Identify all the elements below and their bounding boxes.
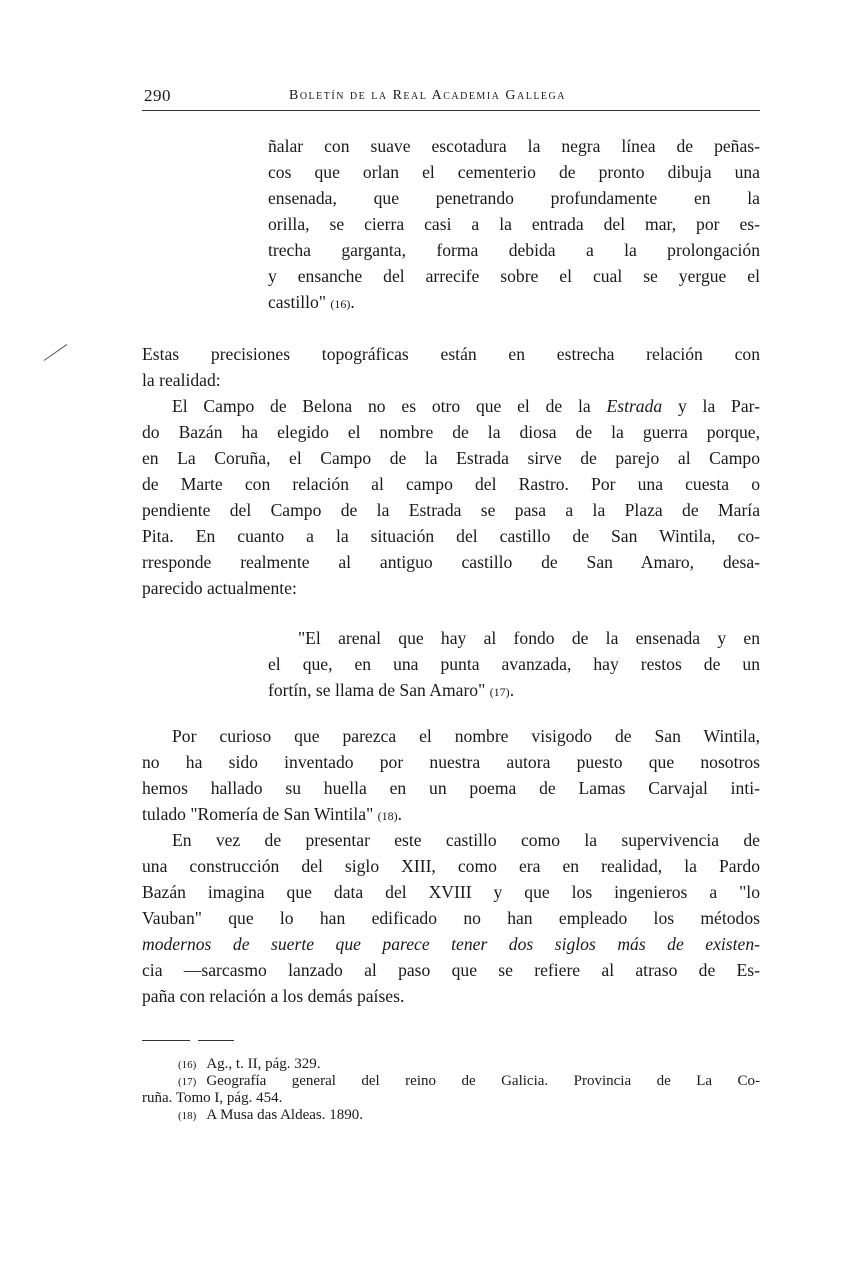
quote-line: ñalar con suave escotadura la negra línea de peñas-	[268, 136, 760, 156]
footnote: (17) Geografía general del reino de Galicia. Provincia de La Co-	[178, 1073, 760, 1089]
paragraph-line: pendiente del Campo de la Estrada se pasa a la Plaza de María	[142, 500, 760, 520]
footnote-mark: (17)	[178, 1076, 197, 1088]
paragraph-line: una construcción del siglo XIII, como era en realidad, la Pardo	[142, 856, 760, 876]
footnote-mark: (16)	[178, 1059, 197, 1071]
running-title: Boletín de la Real Academia Gallega	[289, 88, 566, 103]
margin-pencil-mark	[44, 344, 68, 361]
quote-line: trecha garganta, forma debida a la prolongación	[268, 240, 760, 260]
footnote-ref[interactable]: (17)	[489, 685, 510, 699]
quote-line: "El arenal que hay al fondo de la ensenada y en	[298, 628, 760, 648]
paragraph-line: no ha sido inventado por nuestra autora puesto que nosotros	[142, 752, 760, 772]
footnote: (18) A Musa das Aldeas. 1890.	[178, 1107, 363, 1123]
page-number: 290	[144, 86, 171, 105]
header-rule	[142, 110, 760, 111]
quote-line: el que, en una punta avanzada, hay restos de un	[268, 654, 760, 674]
paragraph-line: Por curioso que parezca el nombre visigodo de San Wintila,	[172, 726, 760, 746]
footnote-rule	[198, 1040, 234, 1041]
paragraph-line: En vez de presentar este castillo como la supervivencia de	[172, 830, 760, 850]
paragraph-line: la realidad:	[142, 370, 221, 390]
paragraph-line: cia —sarcasmo lanzado al paso que se refiere al atraso de Es-	[142, 960, 760, 980]
footnote-ref[interactable]: (16)	[330, 297, 351, 311]
footnote: (16) Ag., t. II, pág. 329.	[178, 1056, 321, 1072]
paragraph-line: modernos de suerte que parece tener dos siglos más de existen-	[142, 934, 760, 954]
paragraph-line: tulado "Romería de San Wintila" (18).	[142, 804, 403, 824]
paragraph-line: Vauban" que lo han edificado no han empleado los métodos	[142, 908, 760, 928]
paragraph-line: Pita. En cuanto a la situación del castillo de San Wintila, co-	[142, 526, 760, 546]
footnote-mark: (18)	[178, 1110, 197, 1122]
footnote-ref[interactable]: (18)	[377, 809, 398, 823]
paragraph-line: en La Coruña, el Campo de la Estrada sirve de parejo al Campo	[142, 448, 760, 468]
footnote-rule	[142, 1040, 190, 1041]
paragraph-line: Bazán imagina que data del XVIII y que los ingenieros a "lo	[142, 882, 760, 902]
quote-line: orilla, se cierra casi a la entrada del mar, por es-	[268, 214, 760, 234]
paragraph-line: Estas precisiones topográficas están en estrecha relación con	[142, 344, 760, 364]
paragraph-line: do Bazán ha elegido el nombre de la diosa de la guerra porque,	[142, 422, 760, 442]
quote-line: ensenada, que penetrando profundamente en la	[268, 188, 760, 208]
paragraph-line: hemos hallado su huella en un poema de Lamas Carvajal inti-	[142, 778, 760, 798]
quote-line: y ensanche del arrecife sobre el cual se yergue el	[268, 266, 760, 286]
quote-line: cos que orlan el cementerio de pronto dibuja una	[268, 162, 760, 182]
quote-line: castillo" (16).	[268, 292, 355, 312]
paragraph-line: El Campo de Belona no es otro que el de la Estrada y la Par-	[172, 396, 760, 416]
quote-line: fortín, se llama de San Amaro" (17).	[268, 680, 515, 700]
paragraph-line: paña con relación a los demás países.	[142, 986, 405, 1006]
page-header	[142, 86, 760, 108]
footnote-continuation: ruña. Tomo I, pág. 454.	[142, 1090, 283, 1106]
paragraph-line: de Marte con relación al campo del Rastro. Por una cuesta o	[142, 474, 760, 494]
paragraph-line: rresponde realmente al antiguo castillo de San Amaro, desa-	[142, 552, 760, 572]
paragraph-line: parecido actualmente:	[142, 578, 297, 598]
